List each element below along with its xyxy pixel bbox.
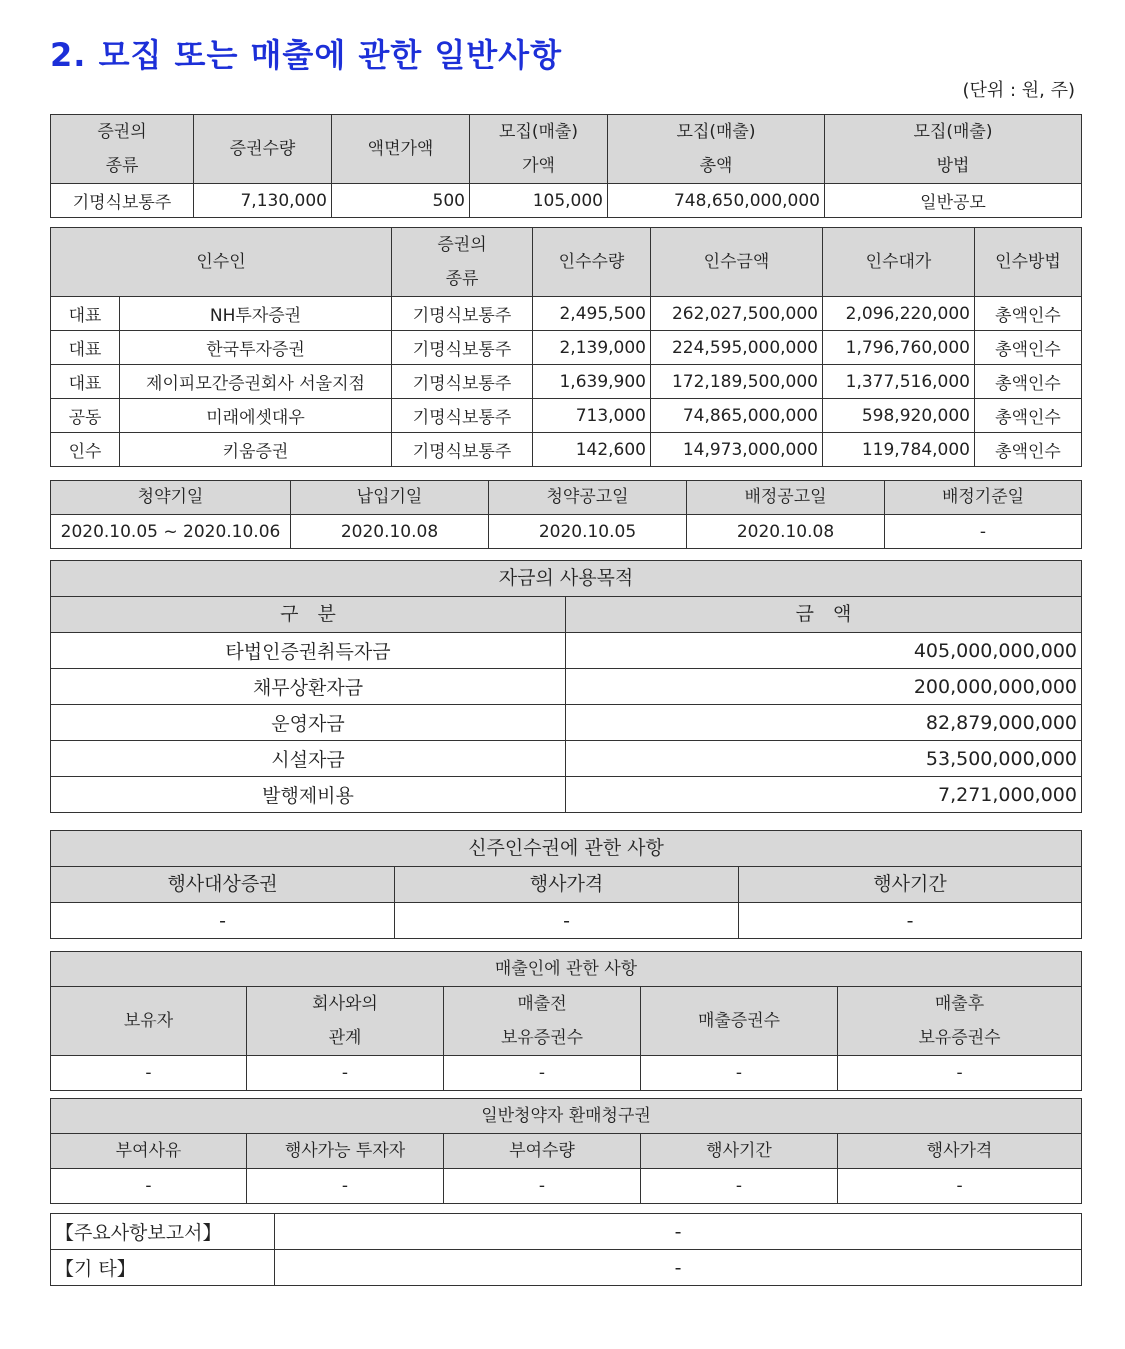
header-par-value: 액면가액 [332, 115, 470, 184]
cell: 200,000,000,000 [566, 669, 1082, 705]
header-security-type: 증권의 종류 [392, 228, 533, 297]
cell: 14,973,000,000 [651, 433, 823, 467]
header-allotment-record-date: 배정기준일 [885, 481, 1082, 515]
cell: 53,500,000,000 [566, 741, 1082, 777]
table-row [51, 1169, 1082, 1204]
cell: 기명식보통주 [392, 297, 533, 331]
header-exercise-price: 행사가격 [838, 1134, 1082, 1169]
cell: 2020.10.05 [489, 515, 687, 549]
cell: 대표 [51, 331, 120, 365]
cell: - [641, 1169, 838, 1204]
header-offer-total: 모집(매출) 총액 [608, 115, 825, 184]
underwriters-table [50, 227, 1082, 467]
cell: 인수 [51, 433, 120, 467]
warrants-table [50, 830, 1082, 939]
sellers-table [50, 951, 1082, 1091]
cell: - [247, 1056, 444, 1091]
cell: 기명식보통주 [392, 331, 533, 365]
cell: 74,865,000,000 [651, 399, 823, 433]
cell: 대표 [51, 365, 120, 399]
cell: - [838, 1056, 1082, 1091]
header-underwrite-qty: 인수수량 [533, 228, 651, 297]
cell: - [395, 903, 739, 939]
page-title: 2. 모집 또는 매출에 관한 일반사항 [50, 36, 562, 74]
notes-table [50, 1213, 1082, 1286]
cell: - [247, 1169, 444, 1204]
header-relationship: 회사와의 관계 [247, 987, 444, 1056]
cell: 기명식보통주 [392, 399, 533, 433]
cell: 2,495,500 [533, 297, 651, 331]
note-value: - [275, 1214, 1082, 1250]
putback-table [50, 1098, 1082, 1204]
header-holder: 보유자 [51, 987, 247, 1056]
cell: 제이피모간증권회사 서울지점 [120, 365, 392, 399]
cell: 598,920,000 [823, 399, 975, 433]
cell: - [51, 1056, 247, 1091]
cell: 7,271,000,000 [566, 777, 1082, 813]
cell: 기명식보통주 [392, 433, 533, 467]
cell: - [444, 1169, 641, 1204]
header-security-type: 증권의 종류 [51, 115, 194, 184]
section-title: 매출인에 관한 사항 [51, 952, 1082, 987]
header-underwrite-amount: 인수금액 [651, 228, 823, 297]
cell: 2,139,000 [533, 331, 651, 365]
cell: 2020.10.05 ~ 2020.10.06 [51, 515, 291, 549]
cell: 총액인수 [975, 399, 1082, 433]
cell: 발행제비용 [51, 777, 566, 813]
note-label: 【주요사항보고서】 [51, 1214, 275, 1250]
cell: 2,096,220,000 [823, 297, 975, 331]
header-payment-date: 납입기일 [291, 481, 489, 515]
header-exercise-period: 행사기간 [739, 867, 1082, 903]
header-eligible-investor: 행사가능 투자자 [247, 1134, 444, 1169]
header-grant-quantity: 부여수량 [444, 1134, 641, 1169]
cell: 405,000,000,000 [566, 633, 1082, 669]
cell: 105,000 [470, 184, 608, 218]
cell: - [51, 1169, 247, 1204]
table-row [51, 433, 1082, 467]
header-sale-quantity: 매출증권수 [641, 987, 838, 1056]
cell: 총액인수 [975, 331, 1082, 365]
header-amount: 금 액 [566, 597, 1082, 633]
cell: 대표 [51, 297, 120, 331]
cell: 2020.10.08 [291, 515, 489, 549]
cell: 한국투자증권 [120, 331, 392, 365]
table-row [51, 297, 1082, 331]
schedule-table [50, 480, 1082, 549]
header-exercise-price: 행사가격 [395, 867, 739, 903]
cell: 172,189,500,000 [651, 365, 823, 399]
header-allotment-notice-date: 배정공고일 [687, 481, 885, 515]
header-offer-method: 모집(매출) 방법 [825, 115, 1082, 184]
cell: 7,130,000 [194, 184, 332, 218]
table-row [51, 705, 1082, 741]
note-label: 【기 타】 [51, 1250, 275, 1286]
offering-table [50, 114, 1082, 218]
cell: - [739, 903, 1082, 939]
header-exercise-period: 행사기간 [641, 1134, 838, 1169]
header-underwriter: 인수인 [51, 228, 392, 297]
cell: - [641, 1056, 838, 1091]
cell: 시설자금 [51, 741, 566, 777]
table-row [51, 633, 1082, 669]
table-row [51, 903, 1082, 939]
header-category: 구 분 [51, 597, 566, 633]
cell: 2020.10.08 [687, 515, 885, 549]
cell: - [838, 1169, 1082, 1204]
table-row [51, 777, 1082, 813]
cell: - [51, 903, 395, 939]
table-row [51, 1250, 1082, 1286]
table-row [51, 669, 1082, 705]
note-value: - [275, 1250, 1082, 1286]
table-row [51, 365, 1082, 399]
cell: 공동 [51, 399, 120, 433]
cell: 채무상환자금 [51, 669, 566, 705]
cell: 748,650,000,000 [608, 184, 825, 218]
table-row [51, 741, 1082, 777]
cell: 기명식보통주 [51, 184, 194, 218]
section-title: 일반청약자 환매청구권 [51, 1099, 1082, 1134]
cell: 미래에셋대우 [120, 399, 392, 433]
cell: 1,639,900 [533, 365, 651, 399]
cell: 500 [332, 184, 470, 218]
cell: - [444, 1056, 641, 1091]
cell: 일반공모 [825, 184, 1082, 218]
header-subscription-notice-date: 청약공고일 [489, 481, 687, 515]
header-post-sale-holdings: 매출후 보유증권수 [838, 987, 1082, 1056]
cell: 키움증권 [120, 433, 392, 467]
cell: 262,027,500,000 [651, 297, 823, 331]
cell: NH투자증권 [120, 297, 392, 331]
cell: 142,600 [533, 433, 651, 467]
header-pre-sale-holdings: 매출전 보유증권수 [444, 987, 641, 1056]
cell: 총액인수 [975, 365, 1082, 399]
section-title: 신주인수권에 관한 사항 [51, 831, 1082, 867]
table-row [51, 1056, 1082, 1091]
table-row [51, 331, 1082, 365]
unit-label: (단위 : 원, 주) [962, 80, 1075, 101]
section-title: 자금의 사용목적 [51, 561, 1082, 597]
cell: 총액인수 [975, 433, 1082, 467]
header-underwrite-fee: 인수대가 [823, 228, 975, 297]
cell: 1,796,760,000 [823, 331, 975, 365]
cell: 기명식보통주 [392, 365, 533, 399]
cell: - [885, 515, 1082, 549]
cell: 224,595,000,000 [651, 331, 823, 365]
table-row [51, 515, 1082, 549]
header-grant-reason: 부여사유 [51, 1134, 247, 1169]
cell: 총액인수 [975, 297, 1082, 331]
cell: 119,784,000 [823, 433, 975, 467]
header-subscription-date: 청약기일 [51, 481, 291, 515]
header-exercise-security: 행사대상증권 [51, 867, 395, 903]
cell: 82,879,000,000 [566, 705, 1082, 741]
table-row [51, 399, 1082, 433]
header-quantity: 증권수량 [194, 115, 332, 184]
cell: 운영자금 [51, 705, 566, 741]
header-underwrite-method: 인수방법 [975, 228, 1082, 297]
cell: 1,377,516,000 [823, 365, 975, 399]
table-row [51, 184, 1082, 218]
cell: 타법인증권취득자금 [51, 633, 566, 669]
use-of-funds-table [50, 560, 1082, 813]
header-offer-price: 모집(매출) 가액 [470, 115, 608, 184]
table-row [51, 1214, 1082, 1250]
cell: 713,000 [533, 399, 651, 433]
